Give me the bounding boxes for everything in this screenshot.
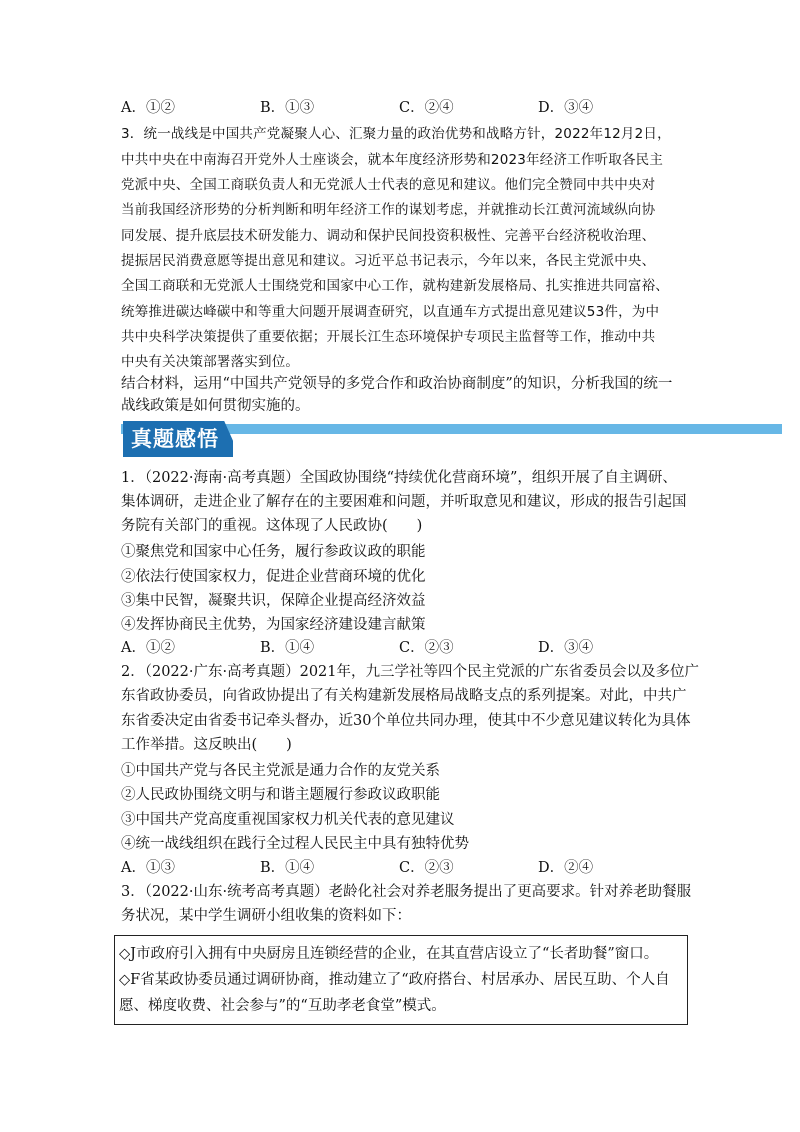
q3-material-line: 提振居民消费意愿等提出意见和建议。习近平总书记表示，今年以来，各民主党派中央、 xyxy=(121,253,656,269)
q3-material-line: 全国工商联和无党派人士围绕党和国家中心工作，就构建新发展格局、扎实推进共同富裕、 xyxy=(121,278,669,294)
q3-stem-line: 务状况，某中学生调研小组收集的资料如下： xyxy=(121,908,411,924)
q3-question-line: 战线政策是如何贯彻实施的。 xyxy=(121,398,310,414)
q1-item: ②依法行使国家权力，促进企业营商环境的优化 xyxy=(121,569,426,585)
q3-material-line: 中央有关决策部署落实到位。 xyxy=(121,354,300,370)
box-line: ◇F省某政协委员通过调研协商，推动建立了“政府搭台、村居承办、居民互助、个人自 xyxy=(119,972,670,988)
q3-stem-line: 3．（2022·山东·统考高考真题）老龄化社会对养老服务提出了更高要求。针对养老助餐服 xyxy=(121,884,692,900)
box-line: 愿、梯度收费、社会参与”的“互助孝老食堂”模式。 xyxy=(119,998,446,1014)
option-a: A．①② xyxy=(121,100,175,116)
q2-stem-line: 东省政协委员，向省政协提出了有关构建新发展格局战略支点的系列提案。对此，中共广 xyxy=(121,688,687,704)
q3-material-line: 同发展、提升底层技术研发能力、调动和保护民间投资积极性、完善平台经济税收治理、 xyxy=(121,228,656,244)
option-a: A．①② xyxy=(121,640,175,656)
q3-material-line: 统筹推进碳达峰碳中和等重大问题开展调查研究，以直通车方式提出意见建议53件，为中 xyxy=(121,304,660,320)
q2-item: ③中国共产党高度重视国家权力机关代表的意见建议 xyxy=(121,812,455,828)
q3-material-line: 当前我国经济形势的分析判断和明年经济工作的谋划考虑，并就推动长江黄河流域纵向协 xyxy=(121,202,656,218)
q2-item: ②人民政协围绕文明与和谐主题履行参政议政职能 xyxy=(121,787,440,803)
box-line: ◇J市政府引入拥有中央厨房且连锁经营的企业，在其直营店设立了“长者助餐”窗口。 xyxy=(119,946,659,962)
option-c: C．②④ xyxy=(399,100,454,116)
q1-item: ①聚焦党和国家中心任务，履行参政议政的职能 xyxy=(121,544,426,560)
q3-question-line: 结合材料，运用“中国共产党领导的多党合作和政治协商制度”的知识，分析我国的统一 xyxy=(121,376,673,392)
option-c: C．②③ xyxy=(399,860,454,876)
q3-material-box xyxy=(114,935,688,1025)
q2-item: ①中国共产党与各民主党派是通力合作的友党关系 xyxy=(121,763,440,779)
q1-item: ③集中民智，凝聚共识，保障企业提高经济效益 xyxy=(121,593,426,609)
option-b: B．①④ xyxy=(260,860,315,876)
section-banner xyxy=(121,421,782,457)
q1-options xyxy=(121,638,641,658)
option-b: B．①④ xyxy=(260,640,315,656)
q2-stem-line: 2．（2022·广东·高考真题）2021年，九三学社等四个民主党派的广东省委员会以及多位广 xyxy=(121,664,699,680)
q2-stem-line: 东省委决定由省委书记牵头督办，近30个单位共同办理，使其中不少意见建议转化为具体 xyxy=(121,713,691,729)
option-a: A．①③ xyxy=(121,860,175,876)
option-d: D．②④ xyxy=(538,860,594,876)
q1-stem-line: 1．（2022·海南·高考真题）全国政协围绕“持续优化营商环境”，组织开展了自主调研、 xyxy=(121,470,677,486)
q3-material-line: 3．统一战线是中国共产党凝聚人心、汇聚力量的政治优势和战略方针，2022年12月2日， xyxy=(121,126,671,142)
q2-options xyxy=(121,858,641,878)
q3-material-line: 党派中央、全国工商联负责人和无党派人士代表的意见和建议。他们完全赞同中共中央对 xyxy=(121,177,656,193)
option-c: C．②③ xyxy=(399,640,454,656)
option-b: B．①③ xyxy=(260,100,315,116)
q1-item: ④发挥协商民主优势，为国家经济建设建言献策 xyxy=(121,617,426,633)
q3-material-line: 中共中央在中南海召开党外人士座谈会，就本年度经济形势和2023年经济工作听取各民主 xyxy=(121,152,664,168)
section-title: 真题感悟 xyxy=(131,427,219,451)
option-d: D．③④ xyxy=(538,100,594,116)
option-d: D．③④ xyxy=(538,640,594,656)
q1-stem-line: 务院有关部门的重视。这体现了人民政协( ) xyxy=(121,518,423,534)
q2-stem-line: 工作举措。这反映出( ) xyxy=(121,737,292,753)
q2-item: ④统一战线组织在践行全过程人民民主中具有独特优势 xyxy=(121,836,469,852)
q3-material-line: 共中央科学决策提供了重要依据；开展长江生态环境保护专项民主监督等工作，推动中共 xyxy=(121,329,656,345)
q1-stem-line: 集体调研，走进企业了解存在的主要困难和问题，并听取意见和建议，形成的报告引起国 xyxy=(121,494,687,510)
prev-question-options xyxy=(121,98,641,118)
